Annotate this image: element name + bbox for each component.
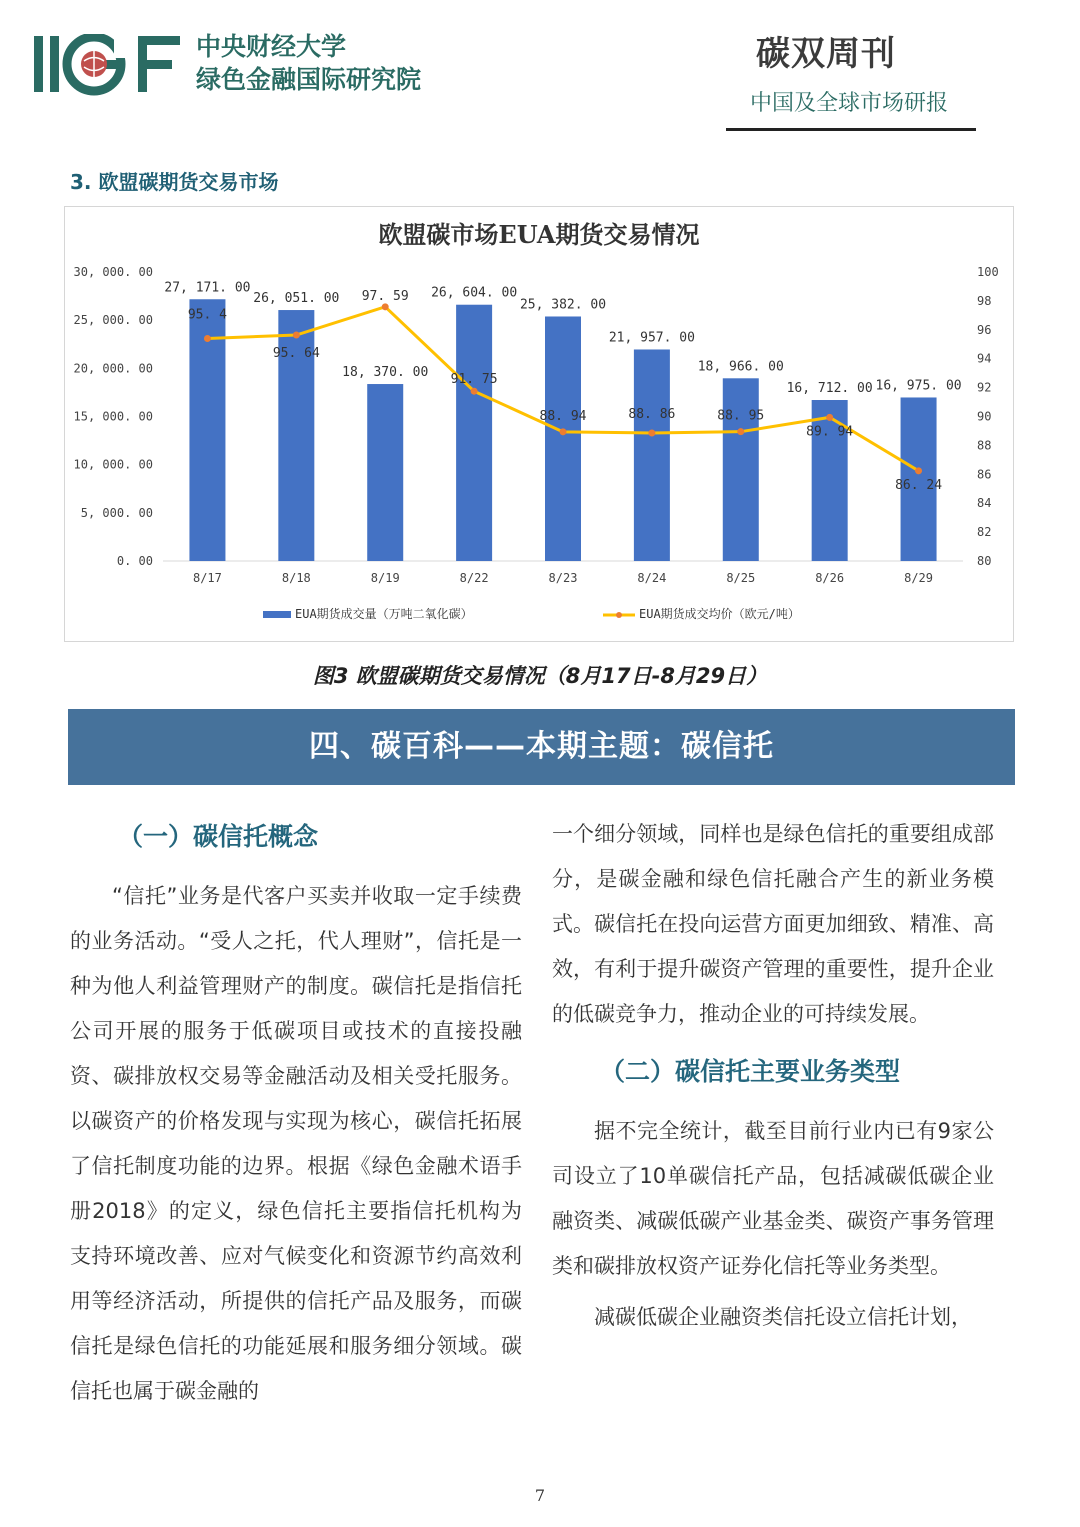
subsection-heading-concept: （一）碳信托概念 — [118, 822, 319, 851]
org-name-line2: 绿色金融国际研究院 — [196, 65, 422, 94]
section-banner: 四、碳百科——本期主题：碳信托 — [68, 709, 1015, 785]
price-data-label: 88. 86 — [628, 406, 676, 422]
right-column — [552, 812, 994, 1340]
price-point — [826, 414, 833, 421]
volume-data-label: 16, 975. 00 — [875, 378, 962, 394]
price-point — [204, 335, 211, 342]
y-left-tick-label: 15, 000. 00 — [73, 409, 153, 424]
legend-volume-label: EUA期货成交量（万吨二氧化碳） — [295, 607, 473, 621]
y-left-tick-label: 5, 000. 00 — [80, 505, 153, 520]
subsection-heading-types: （二）碳信托主要业务类型 — [600, 1057, 901, 1086]
price-data-label: 97. 59 — [361, 288, 409, 304]
financing-trust-paragraph: 减碳低碳企业融资类信托设立信托计划， — [594, 1305, 972, 1329]
y-right-tick-label: 88 — [977, 438, 992, 453]
price-data-label: 95. 64 — [272, 346, 320, 362]
price-data-label: 88. 94 — [539, 408, 587, 424]
volume-data-label: 18, 966. 00 — [697, 359, 784, 375]
page-number: 7 — [534, 1486, 546, 1505]
chart-title: 欧盟碳市场EUA期货交易情况 — [378, 220, 700, 249]
price-data-label: 88. 95 — [717, 408, 765, 424]
volume-data-label: 27, 171. 00 — [164, 280, 251, 296]
price-data-label: 95. 4 — [187, 307, 228, 323]
iigf-logo — [34, 34, 184, 96]
price-point — [648, 429, 655, 436]
volume-bar — [456, 305, 492, 561]
volume-data-label: 18, 370. 00 — [342, 365, 429, 381]
x-tick-label: 8/22 — [459, 571, 489, 585]
price-point — [293, 332, 300, 339]
volume-data-label: 16, 712. 00 — [786, 381, 873, 397]
price-point — [737, 428, 744, 435]
y-left-tick-label: 25, 000. 00 — [73, 313, 153, 328]
x-tick-label: 8/18 — [281, 571, 311, 585]
org-name — [196, 30, 421, 96]
price-data-label: 86. 24 — [895, 477, 943, 493]
y-left-tick-label: 20, 000. 00 — [73, 361, 153, 376]
x-tick-label: 8/24 — [637, 571, 667, 585]
y-right-tick-label: 92 — [977, 380, 992, 395]
volume-data-label: 21, 957. 00 — [608, 330, 695, 346]
y-left-tick-label: 10, 000. 00 — [73, 457, 153, 472]
y-right-tick-label: 98 — [977, 293, 992, 308]
y-right-tick-label: 80 — [977, 554, 992, 568]
legend-price-marker — [616, 612, 622, 618]
eua-futures-chart — [64, 206, 1014, 642]
y-right-tick-label: 96 — [977, 322, 992, 337]
chart-canvas — [65, 207, 1013, 641]
price-point — [560, 428, 567, 435]
x-tick-label: 8/25 — [726, 571, 756, 585]
figure-caption: 图3 欧盟碳期货交易情况（8月17日-8月29日） — [312, 664, 768, 688]
volume-data-label: 26, 604. 00 — [431, 285, 518, 301]
org-name-line1: 中央财经大学 — [196, 32, 347, 61]
price-data-label: 91. 75 — [450, 372, 498, 388]
publication-subtitle: 中国及全球市场研报 — [749, 91, 948, 116]
header-rule — [726, 128, 976, 131]
y-right-tick-label: 100 — [977, 265, 999, 279]
volume-data-label: 25, 382. 00 — [519, 297, 607, 313]
legend-price-label: EUA期货成交均价（欧元/吨） — [639, 607, 800, 621]
y-right-tick-label: 94 — [977, 351, 992, 366]
y-right-tick-label: 90 — [977, 409, 992, 424]
volume-data-label: 26, 051. 00 — [253, 291, 340, 307]
volume-bar — [634, 349, 670, 561]
left-column — [70, 812, 522, 1414]
x-tick-label: 8/23 — [548, 571, 578, 585]
volume-bar — [545, 316, 581, 561]
price-point — [915, 467, 922, 474]
y-left-tick-label: 0. 00 — [116, 554, 153, 568]
section-heading: 3. 欧盟碳期货交易市场 — [70, 170, 279, 194]
business-types-paragraph: 据不完全统计，截至目前行业内已有9家公司设立了10单碳信托产品，包括减碳低碳企业融资类、减碳低碳产业基金类、碳资产事务管理类和碳排放权资产证券化信托等业务类型。 — [552, 1119, 994, 1278]
legend-volume-swatch — [263, 611, 291, 618]
y-left-tick-label: 30, 000. 00 — [73, 265, 153, 279]
volume-bar — [723, 378, 759, 561]
x-tick-label: 8/29 — [904, 571, 934, 585]
price-point — [471, 388, 478, 395]
y-right-tick-label: 86 — [977, 467, 992, 482]
y-right-tick-label: 84 — [977, 496, 992, 511]
x-tick-label: 8/26 — [815, 571, 845, 585]
concept-paragraph: “信托”业务是代客户买卖并收取一定手续费的业务活动。“受人之托，代人理财”，信托是一种为他人利益管理财产的制度。碳信托是指信托公司开展的服务于低碳项目或技术的直接投融资、碳排放权交易等金融活动及相关受托服务。以碳资产的价格发现与实现为核心，碳信托拓展了信托制度功能的边界。根据《绿色金融术语手册2018》的定义，绿色信托主要指信托机构为支持环境改善、应对气候变化和资源节约高效利用等经济活动，所提供的信托产品及服务，而碳信托是绿色信托的功能延展和服务细分领域。碳信托也属于碳金融的 — [70, 884, 522, 1403]
y-right-tick-label: 82 — [977, 525, 992, 540]
price-data-label: 89. 94 — [806, 424, 854, 440]
price-point — [382, 303, 389, 310]
continuation-paragraph: 一个细分领域，同样也是绿色信托的重要组成部分，是碳金融和绿色信托融合产生的新业务模式。碳信托在投向运营方面更加细致、精准、高效，有利于提升碳资产管理的重要性，提升企业的低碳竞争力，推动企业的可持续发展。 — [552, 822, 994, 1026]
publication-title: 碳双周刊 — [756, 34, 896, 74]
x-tick-label: 8/19 — [370, 571, 400, 585]
x-tick-label: 8/17 — [192, 571, 222, 585]
volume-bar — [367, 384, 403, 561]
